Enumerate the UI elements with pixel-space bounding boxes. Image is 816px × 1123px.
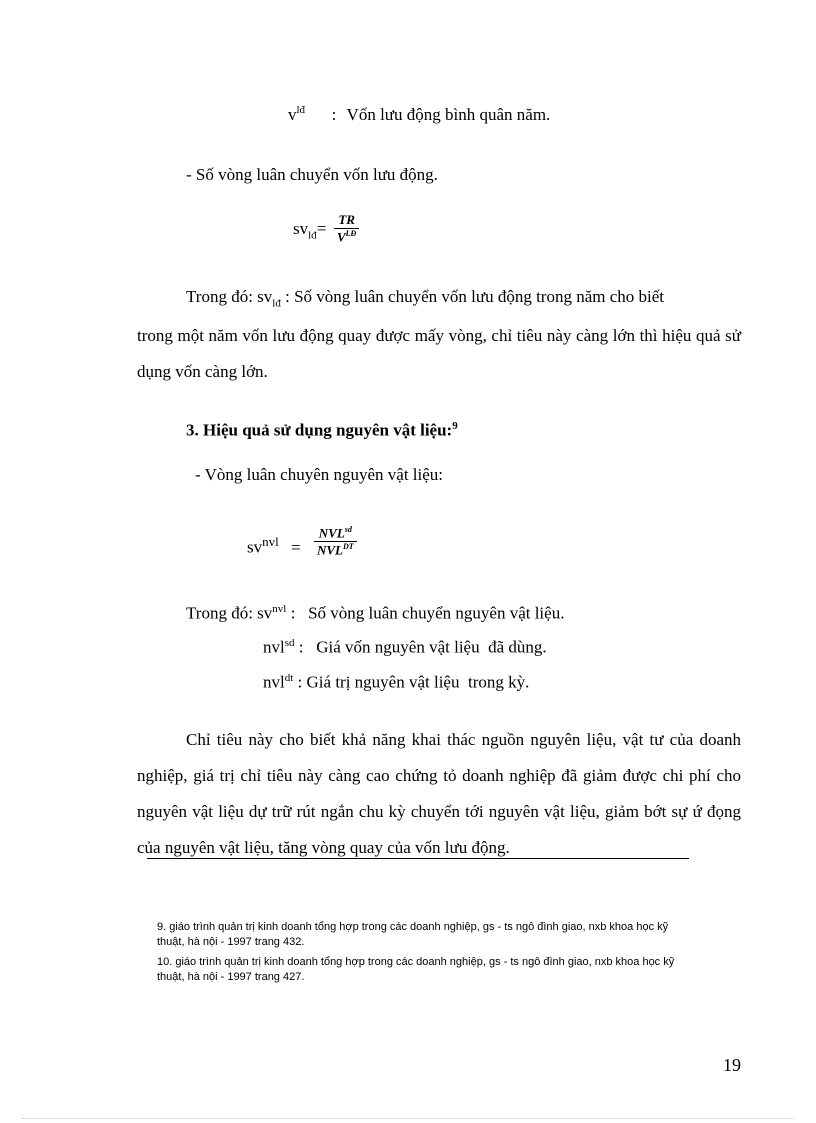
where-1-sub: lđ [272,297,281,310]
def-0-text: : Số vòng luân chuyển nguyên vật liệu. [286,603,565,623]
paragraph-1-continuation: trong một năm vốn lưu động quay được mấy vòng, chỉ tiêu này càng lớn thì hiệu quả sử dụng vốn càng lớn. [137,326,741,381]
formula-2-num-sup: sd [344,525,352,534]
formula-2-sup: nvl [262,534,279,549]
formula-1-lhs [293,219,326,241]
where-1-line [186,287,664,309]
formula-2-lhs [247,534,301,558]
footnote-separator [147,858,689,859]
vld-symbol: v [288,105,297,124]
page-bottom-dotted-border [22,1118,794,1119]
formula-1-den-base: V [337,229,346,245]
definition-nvl-dt [263,672,529,693]
def-2-text: : Giá trị nguyên vật liệu trong kỳ. [293,672,530,692]
formula-2-den-base: NVL [317,542,343,558]
section-3-heading [186,420,458,441]
formula-1-eq: = [316,219,327,238]
footnote-9: 9. giáo trình quản trị kinh doanh tổng hợp trong các doanh nghiệp, gs - ts ngô đình giao, nxb khoa học kỹ thuật, hà nội - 1997 trang 432. [157,921,669,948]
formula-1-den-sup: LĐ [345,229,357,238]
vld-definition [288,104,550,125]
formula-1-sv: sv [293,219,309,238]
formula-2-fraction [314,525,357,559]
material-turnover-heading: - Vòng luân chuyên nguyên vật liệu: [195,465,444,484]
formula-2-sv: sv [247,537,263,557]
footnote-10: 10. giáo trình quản trị kinh doanh tổng hợp trong các doanh nghiệp, gs - ts ngô đình giao, nxb khoa học kỹ thuật, hà nội - 1997 trang 427. [157,956,675,983]
def-1-text: : Giá vốn nguyên vật liệu đã dùng. [294,637,547,657]
vld-sup: lđ [296,104,306,116]
section-3-footnote-mark: 9 [452,420,458,432]
definition-nvl-sd [263,637,547,658]
page-number: 19 [723,1055,741,1075]
paragraph-2: Chỉ tiêu này cho biết khả năng khai thác nguồn nguyên liệu, vật tư của doanh nghiệp, giá trị chỉ tiêu này càng cao chứng tỏ doanh nghiệp đã giảm được chi phí cho nguyên vật liệu dự trữ rút ngắn chu kỳ chuyển tới nguyên vật liệu, giảm bớt sự ứ đọng của nguyên vật liệu, tăng vòng quay của vốn lưu động. [137,730,741,857]
section-3-title: 3. Hiệu quả sử dụng nguyên vật liệu: [186,420,453,440]
def-1-sup: sd [284,637,295,649]
def-1-prefix: nvl [263,637,285,657]
formula-2-den-sup: DT [343,542,354,552]
where-1-text: : Số vòng luân chuyển vốn lưu động trong năm cho biết [285,287,665,306]
def-2-prefix: nvl [263,672,285,692]
formula-1-sub: lđ [308,229,317,242]
formula-2-denominator [314,542,357,558]
formula-2-numerator [314,525,357,541]
formula-1-fraction [334,212,359,245]
definition-sv-nvl [186,603,564,624]
def-0-sup: nvl [272,603,287,615]
formula-1-numerator: TR [338,212,355,227]
def-0-prefix: Trong đó: sv [186,603,273,623]
formula-1-denominator [334,229,359,245]
def-2-sup: dt [284,672,294,684]
vld-text: Vốn lưu động bình quân năm. [346,105,551,124]
where-1-prefix: Trong đó: sv [186,287,273,306]
formula-2-num-base: NVL [318,525,345,541]
formula-2-eq: = [291,537,301,557]
turnover-heading: - Số vòng luân chuyển vốn lưu động. [186,165,438,184]
vld-colon: : [331,105,337,124]
